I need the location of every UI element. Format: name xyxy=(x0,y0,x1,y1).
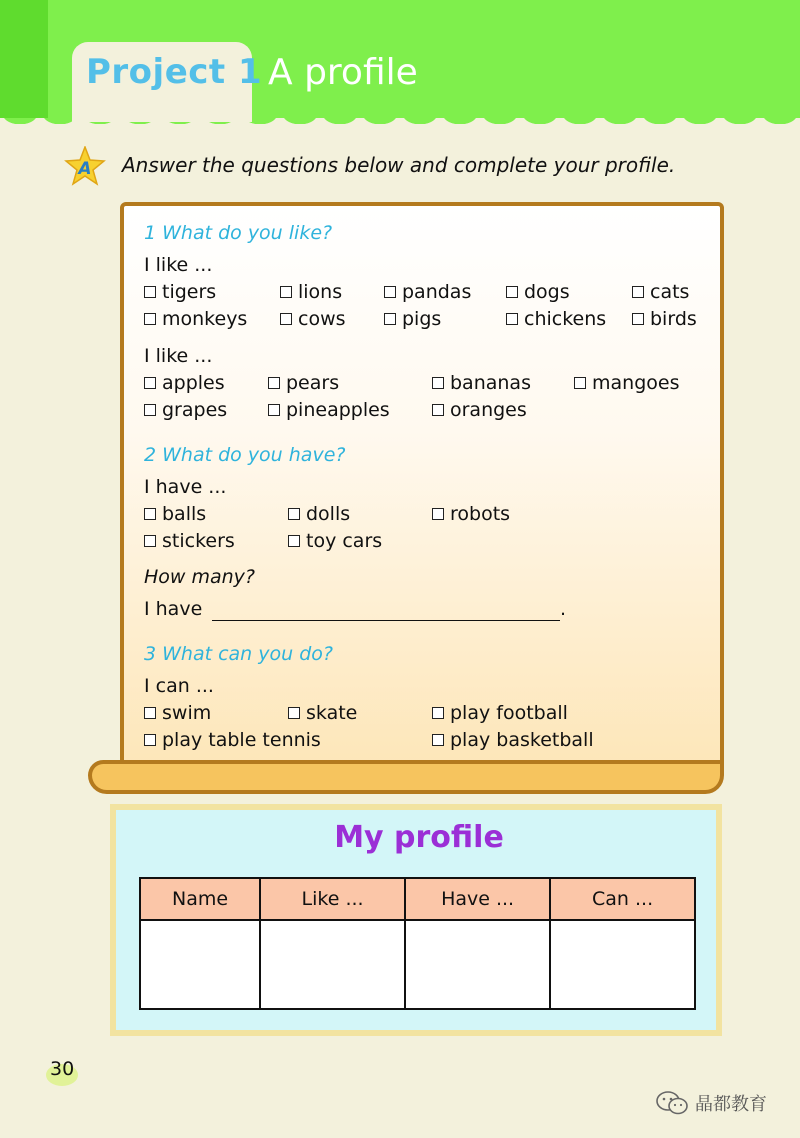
option-apples[interactable] xyxy=(144,372,225,394)
checkbox[interactable] xyxy=(144,508,156,520)
option-label: play football xyxy=(450,702,568,724)
option-label: play basketball xyxy=(450,729,594,751)
checkbox[interactable] xyxy=(268,404,280,416)
option-label: robots xyxy=(450,503,511,525)
option-play-football[interactable] xyxy=(432,702,568,724)
profile-table xyxy=(139,877,696,1010)
option-label: pigs xyxy=(402,308,442,330)
option-label: monkeys xyxy=(162,308,248,330)
option-play-basketball[interactable] xyxy=(432,729,594,751)
lead-animals: I like ... xyxy=(144,254,213,276)
cell-have[interactable] xyxy=(405,920,550,1009)
column-like: Like ... xyxy=(260,878,405,920)
option-label: tigers xyxy=(162,281,217,303)
option-label: pineapples xyxy=(286,399,390,421)
profile-title: My profile xyxy=(334,820,504,855)
checkbox[interactable] xyxy=(432,404,444,416)
option-dogs[interactable] xyxy=(506,281,570,303)
option-label: pandas xyxy=(402,281,472,303)
option-label: toy cars xyxy=(306,530,383,552)
option-toy-cars[interactable] xyxy=(288,530,382,552)
option-label: dogs xyxy=(524,281,570,303)
checkbox[interactable] xyxy=(280,313,292,325)
lead-toys: I have ... xyxy=(144,476,227,498)
option-cats[interactable] xyxy=(632,281,689,303)
option-label: oranges xyxy=(450,399,527,421)
option-label: swim xyxy=(162,702,212,724)
checkbox[interactable] xyxy=(432,508,444,520)
scroll-roll xyxy=(88,760,724,794)
option-label: grapes xyxy=(162,399,228,421)
checkbox[interactable] xyxy=(144,535,156,547)
checkbox[interactable] xyxy=(632,286,644,298)
option-pigs[interactable] xyxy=(384,308,441,330)
option-lions[interactable] xyxy=(280,281,342,303)
option-label: birds xyxy=(650,308,697,330)
page-number: 30 xyxy=(50,1058,75,1080)
option-grapes[interactable] xyxy=(144,399,227,421)
checkbox[interactable] xyxy=(288,508,300,520)
badge-letter: A xyxy=(78,159,92,179)
option-label: cats xyxy=(650,281,690,303)
option-cows[interactable] xyxy=(280,308,346,330)
question-3: 3 What can you do? xyxy=(144,643,333,665)
checkbox[interactable] xyxy=(144,707,156,719)
project-label: Project 1 xyxy=(86,52,263,92)
checkbox[interactable] xyxy=(506,313,518,325)
checkbox[interactable] xyxy=(280,286,292,298)
option-pineapples[interactable] xyxy=(268,399,390,421)
option-skate[interactable] xyxy=(288,702,357,724)
option-label: lions xyxy=(298,281,343,303)
option-monkeys[interactable] xyxy=(144,308,247,330)
option-robots[interactable] xyxy=(432,503,510,525)
option-mangoes[interactable] xyxy=(574,372,679,394)
column-can: Can ... xyxy=(550,878,695,920)
checkbox[interactable] xyxy=(432,734,444,746)
fill-prefix: I have xyxy=(144,598,203,620)
option-label: chickens xyxy=(524,308,607,330)
option-pears[interactable] xyxy=(268,372,339,394)
option-bananas[interactable] xyxy=(432,372,531,394)
checkbox[interactable] xyxy=(144,404,156,416)
checkbox[interactable] xyxy=(268,377,280,389)
how-many-label: How many? xyxy=(144,566,256,588)
option-label: apples xyxy=(162,372,225,394)
checkbox[interactable] xyxy=(144,313,156,325)
checkbox[interactable] xyxy=(288,535,300,547)
lead-abilities: I can ... xyxy=(144,675,214,697)
header-side-stripe xyxy=(0,0,48,118)
checkbox[interactable] xyxy=(384,286,396,298)
profile-entry-row xyxy=(140,920,695,1009)
option-label: play table tennis xyxy=(162,729,321,751)
option-label: skate xyxy=(306,702,358,724)
checkbox[interactable] xyxy=(144,734,156,746)
profile-header-row xyxy=(140,878,695,920)
checkbox[interactable] xyxy=(288,707,300,719)
option-balls[interactable] xyxy=(144,503,206,525)
option-label: bananas xyxy=(450,372,531,394)
watermark-text: 晶都教育 xyxy=(695,1094,767,1115)
watermark xyxy=(655,1090,767,1116)
option-label: dolls xyxy=(306,503,351,525)
checkbox[interactable] xyxy=(144,286,156,298)
option-play-table-tennis[interactable] xyxy=(144,729,321,751)
checkbox[interactable] xyxy=(632,313,644,325)
instruction-text: Answer the questions below and complete your profile. xyxy=(122,153,676,177)
fill-blank-line[interactable] xyxy=(212,620,560,621)
option-label: cows xyxy=(298,308,346,330)
checkbox[interactable] xyxy=(506,286,518,298)
page-title: A profile xyxy=(268,52,418,93)
checkbox[interactable] xyxy=(384,313,396,325)
cell-can[interactable] xyxy=(550,920,695,1009)
checkbox[interactable] xyxy=(574,377,586,389)
option-tigers[interactable] xyxy=(144,281,216,303)
option-label: stickers xyxy=(162,530,235,552)
option-birds[interactable] xyxy=(632,308,697,330)
checkbox[interactable] xyxy=(432,377,444,389)
checkbox[interactable] xyxy=(432,707,444,719)
option-chickens[interactable] xyxy=(506,308,606,330)
option-label: balls xyxy=(162,503,207,525)
checkbox[interactable] xyxy=(144,377,156,389)
cell-name[interactable] xyxy=(140,920,260,1009)
wechat-icon xyxy=(655,1090,689,1116)
option-swim[interactable] xyxy=(144,702,211,724)
column-have: Have ... xyxy=(405,878,550,920)
fill-suffix: . xyxy=(560,598,567,620)
option-label: pears xyxy=(286,372,340,394)
star-icon xyxy=(64,146,106,186)
lead-fruits: I like ... xyxy=(144,345,213,367)
question-1: 1 What do you like? xyxy=(144,222,333,244)
cell-like[interactable] xyxy=(260,920,405,1009)
question-2: 2 What do you have? xyxy=(144,444,346,466)
option-dolls[interactable] xyxy=(288,503,350,525)
option-oranges[interactable] xyxy=(432,399,527,421)
option-stickers[interactable] xyxy=(144,530,235,552)
option-label: mangoes xyxy=(592,372,680,394)
option-pandas[interactable] xyxy=(384,281,471,303)
column-name: Name xyxy=(140,878,260,920)
